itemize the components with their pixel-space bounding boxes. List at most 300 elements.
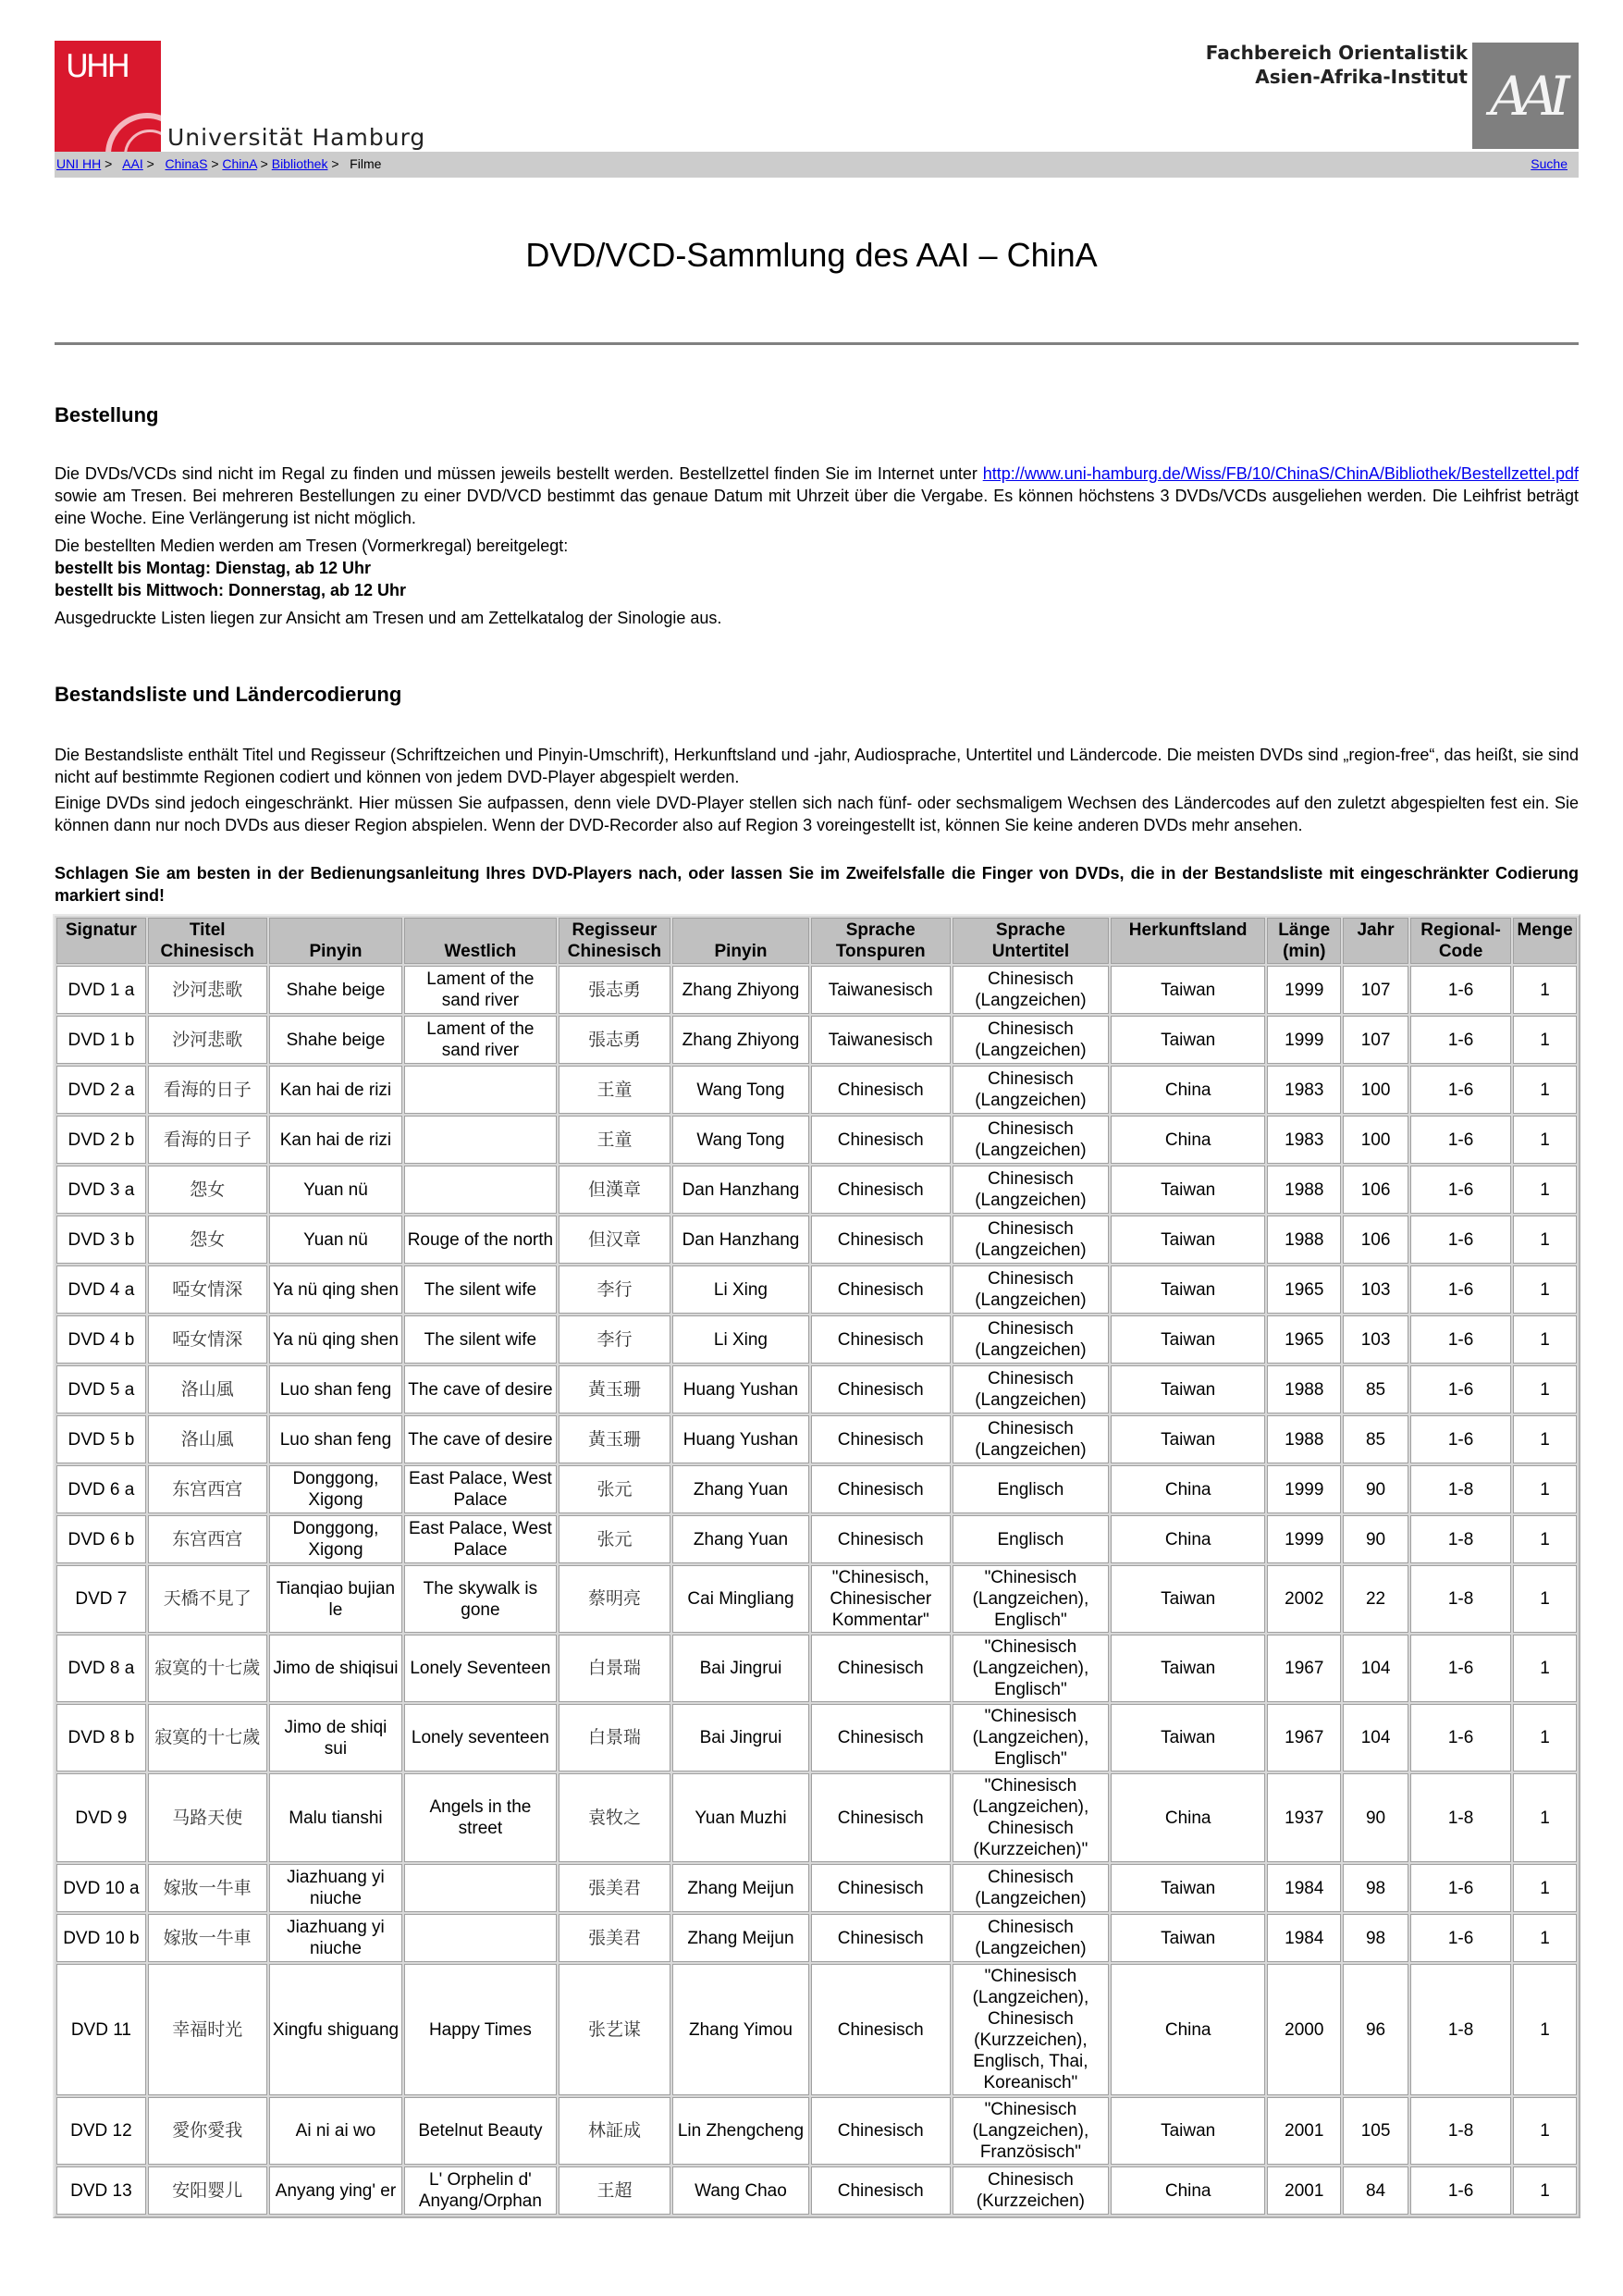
cell-herkunftsland: Taiwan bbox=[1111, 1016, 1266, 1064]
cell-regisseur-pinyin: Zhang Zhiyong bbox=[672, 1016, 808, 1064]
cell-regional-code: 1-6 bbox=[1410, 1415, 1511, 1463]
cell-regisseur-chinesisch: 王超 bbox=[559, 2166, 671, 2215]
cell-menge: 1 bbox=[1513, 1216, 1577, 1264]
cell-titel-pinyin: Shahe beige bbox=[269, 966, 403, 1014]
cell-titel-pinyin: Jiazhuang yi niuche bbox=[269, 1914, 403, 1962]
cell-laenge: 1999 bbox=[1267, 966, 1341, 1014]
cell-titel-westlich bbox=[404, 1116, 556, 1164]
cell-titel-westlich: The silent wife bbox=[404, 1315, 556, 1364]
cell-signatur: DVD 1 a bbox=[56, 966, 146, 1014]
uhh-logo-letters: UHH bbox=[66, 48, 129, 85]
bestandsliste-heading: Bestandsliste und Ländercodierung bbox=[55, 683, 402, 706]
cell-sprache-tonspuren: Chinesisch bbox=[811, 1635, 951, 1702]
cell-sprache-tonspuren: Chinesisch bbox=[811, 1773, 951, 1862]
cell-sprache-untertitel: Englisch bbox=[953, 1465, 1109, 1513]
cell-jahr: 100 bbox=[1343, 1116, 1408, 1164]
cell-laenge: 2001 bbox=[1267, 2097, 1341, 2165]
cell-signatur: DVD 9 bbox=[56, 1773, 146, 1862]
cell-menge: 1 bbox=[1513, 1016, 1577, 1064]
cell-regional-code: 1-6 bbox=[1410, 1016, 1511, 1064]
cell-titel-chinesisch: 嫁妝一牛車 bbox=[148, 1864, 267, 1912]
cell-sprache-tonspuren: Chinesisch bbox=[811, 1315, 951, 1364]
bestellung-text-post: sowie am Tresen. Bei mehreren Bestellungen zu einer DVD/VCD bestimmt das genaue Datum mit Uhrzeit über die Vergabe. Es können höchstens 3 DVDs/VCDs ausgeliehen werden. Die Leihfrist beträgt eine Woche. Eine Verlängerung ist nicht möglich. bbox=[55, 487, 1579, 527]
cell-titel-chinesisch: 东宫西宫 bbox=[148, 1515, 267, 1563]
bestellzettel-link[interactable]: http://www.uni-hamburg.de/Wiss/FB/10/ChinaS/ChinA/Bibliothek/Bestellzettel.pdf bbox=[982, 464, 1579, 483]
table-row bbox=[56, 1515, 1577, 1563]
cell-herkunftsland: Taiwan bbox=[1111, 1265, 1266, 1314]
cell-sprache-untertitel: "Chinesisch (Langzeichen), Französisch" bbox=[953, 2097, 1109, 2165]
cell-menge: 1 bbox=[1513, 1415, 1577, 1463]
cell-titel-pinyin: Kan hai de rizi bbox=[269, 1066, 403, 1114]
navigation-bar bbox=[55, 152, 1579, 178]
cell-titel-chinesisch: 寂寞的十七歲 bbox=[148, 1635, 267, 1702]
cell-menge: 1 bbox=[1513, 1116, 1577, 1164]
cell-sprache-untertitel: Chinesisch (Langzeichen) bbox=[953, 1166, 1109, 1214]
cell-titel-pinyin: Donggong, Xigong bbox=[269, 1515, 403, 1563]
cell-sprache-untertitel: Chinesisch (Langzeichen) bbox=[953, 966, 1109, 1014]
cell-signatur: DVD 12 bbox=[56, 2097, 146, 2165]
cell-sprache-untertitel: "Chinesisch (Langzeichen), Englisch" bbox=[953, 1565, 1109, 1633]
cell-jahr: 84 bbox=[1343, 2166, 1408, 2215]
cell-signatur: DVD 8 a bbox=[56, 1635, 146, 1702]
table-row bbox=[56, 1016, 1577, 1064]
cell-regisseur-pinyin: Bai Jingrui bbox=[672, 1704, 808, 1771]
cell-titel-chinesisch: 安阳婴儿 bbox=[148, 2166, 267, 2215]
cell-signatur: DVD 4 b bbox=[56, 1315, 146, 1364]
cell-regional-code: 1-6 bbox=[1410, 1116, 1511, 1164]
cell-laenge: 1984 bbox=[1267, 1914, 1341, 1962]
cell-jahr: 22 bbox=[1343, 1565, 1408, 1633]
cell-regional-code: 1-6 bbox=[1410, 1066, 1511, 1114]
cell-regisseur-pinyin: Zhang Yimou bbox=[672, 1964, 808, 2095]
col-header-titel-chinesisch: Titel Chinesisch bbox=[148, 918, 267, 964]
hamburg-seal-icon bbox=[105, 113, 161, 152]
cell-titel-pinyin: Tianqiao bujian le bbox=[269, 1565, 403, 1633]
cell-titel-chinesisch: 看海的日子 bbox=[148, 1116, 267, 1164]
cell-menge: 1 bbox=[1513, 1773, 1577, 1862]
printed-lists-info: Ausgedruckte Listen liegen zur Ansicht am Tresen und am Zettelkatalog der Sinologie aus. bbox=[55, 609, 722, 627]
table-row bbox=[56, 1565, 1577, 1633]
cell-titel-westlich: Angels in the street bbox=[404, 1773, 556, 1862]
cell-titel-westlich: The silent wife bbox=[404, 1265, 556, 1314]
cell-sprache-untertitel: "Chinesisch (Langzeichen), Englisch" bbox=[953, 1635, 1109, 1702]
cell-signatur: DVD 3 a bbox=[56, 1166, 146, 1214]
cell-regisseur-pinyin: Zhang Yuan bbox=[672, 1465, 808, 1513]
cell-regisseur-pinyin: Cai Mingliang bbox=[672, 1565, 808, 1633]
search-link[interactable]: Suche bbox=[1531, 156, 1568, 171]
cell-titel-westlich: The skywalk is gone bbox=[404, 1565, 556, 1633]
cell-sprache-untertitel: Chinesisch (Langzeichen) bbox=[953, 1315, 1109, 1364]
cell-menge: 1 bbox=[1513, 1066, 1577, 1114]
cell-titel-chinesisch: 看海的日子 bbox=[148, 1066, 267, 1114]
cell-jahr: 103 bbox=[1343, 1265, 1408, 1314]
cell-regisseur-chinesisch: 但汉章 bbox=[559, 1216, 671, 1264]
cell-titel-westlich: Lonely Seventeen bbox=[404, 1635, 556, 1702]
cell-signatur: DVD 10 b bbox=[56, 1914, 146, 1962]
cell-jahr: 98 bbox=[1343, 1914, 1408, 1962]
cell-jahr: 107 bbox=[1343, 1016, 1408, 1064]
cell-titel-pinyin: Jiazhuang yi niuche bbox=[269, 1864, 403, 1912]
cell-menge: 1 bbox=[1513, 1914, 1577, 1962]
cell-menge: 1 bbox=[1513, 1565, 1577, 1633]
cell-sprache-untertitel: "Chinesisch (Langzeichen), Chinesisch (Kurzzeichen), Englisch, Thai, Koreanisch" bbox=[953, 1964, 1109, 2095]
bestellung-heading: Bestellung bbox=[55, 403, 159, 426]
cell-regisseur-chinesisch: 李行 bbox=[559, 1315, 671, 1364]
cell-titel-westlich: Lament of the sand river bbox=[404, 966, 556, 1014]
cell-menge: 1 bbox=[1513, 1635, 1577, 1702]
cell-laenge: 1983 bbox=[1267, 1066, 1341, 1114]
cell-sprache-tonspuren: Chinesisch bbox=[811, 1704, 951, 1771]
cell-jahr: 98 bbox=[1343, 1864, 1408, 1912]
cell-jahr: 90 bbox=[1343, 1515, 1408, 1563]
col-header-sprache-untertitel: Sprache Untertitel bbox=[953, 918, 1109, 964]
cell-titel-westlich bbox=[404, 1166, 556, 1214]
cell-titel-chinesisch: 洛山風 bbox=[148, 1415, 267, 1463]
cell-signatur: DVD 13 bbox=[56, 2166, 146, 2215]
cell-titel-pinyin: Ya nü qing shen bbox=[269, 1315, 403, 1364]
cell-sprache-tonspuren: Chinesisch bbox=[811, 1216, 951, 1264]
cell-herkunftsland: China bbox=[1111, 1066, 1266, 1114]
table-row bbox=[56, 1166, 1577, 1214]
cell-regisseur-pinyin: Huang Yushan bbox=[672, 1365, 808, 1413]
cell-laenge: 1988 bbox=[1267, 1216, 1341, 1264]
cell-signatur: DVD 7 bbox=[56, 1565, 146, 1633]
cell-titel-pinyin: Yuan nü bbox=[269, 1216, 403, 1264]
cell-sprache-tonspuren: Chinesisch bbox=[811, 1365, 951, 1413]
table-row bbox=[56, 1914, 1577, 1962]
table-row bbox=[56, 1415, 1577, 1463]
cell-laenge: 1999 bbox=[1267, 1465, 1341, 1513]
cell-regisseur-chinesisch: 張美君 bbox=[559, 1864, 671, 1912]
cell-titel-westlich bbox=[404, 1066, 556, 1114]
cell-titel-chinesisch: 沙河悲歌 bbox=[148, 1016, 267, 1064]
cell-herkunftsland: China bbox=[1111, 1964, 1266, 2095]
col-header-regional-code: Regional- Code bbox=[1410, 918, 1511, 964]
cell-regisseur-chinesisch: 张元 bbox=[559, 1465, 671, 1513]
col-header-sprache-tonspuren: Sprache Tonspuren bbox=[811, 918, 951, 964]
cell-regional-code: 1-8 bbox=[1410, 1565, 1511, 1633]
cell-sprache-tonspuren: Chinesisch bbox=[811, 1864, 951, 1912]
cell-signatur: DVD 3 b bbox=[56, 1216, 146, 1264]
cell-regional-code: 1-6 bbox=[1410, 1704, 1511, 1771]
cell-regional-code: 1-6 bbox=[1410, 1265, 1511, 1314]
cell-titel-westlich bbox=[404, 1914, 556, 1962]
cell-titel-westlich: Happy Times bbox=[404, 1964, 556, 2095]
col-header-herkunftsland: Herkunftsland bbox=[1111, 918, 1266, 964]
cell-herkunftsland: Taiwan bbox=[1111, 1166, 1266, 1214]
cell-titel-westlich: East Palace, West Palace bbox=[404, 1465, 556, 1513]
cell-sprache-tonspuren: Chinesisch bbox=[811, 1066, 951, 1114]
cell-regisseur-pinyin: Dan Hanzhang bbox=[672, 1216, 808, 1264]
cell-titel-chinesisch: 啞女情深 bbox=[148, 1315, 267, 1364]
cell-regisseur-pinyin: Huang Yushan bbox=[672, 1415, 808, 1463]
cell-regional-code: 1-6 bbox=[1410, 1864, 1511, 1912]
cell-herkunftsland: Taiwan bbox=[1111, 966, 1266, 1014]
cell-regisseur-chinesisch: 王童 bbox=[559, 1116, 671, 1164]
cell-sprache-tonspuren: Chinesisch bbox=[811, 1465, 951, 1513]
department-line-1: Fachbereich Orientalistik bbox=[1205, 42, 1468, 64]
cell-regisseur-chinesisch: 張美君 bbox=[559, 1914, 671, 1962]
cell-sprache-untertitel: Chinesisch (Langzeichen) bbox=[953, 1365, 1109, 1413]
cell-herkunftsland: Taiwan bbox=[1111, 1415, 1266, 1463]
cell-titel-westlich: The cave of desire bbox=[404, 1365, 556, 1413]
breadcrumb-china[interactable]: ChinA bbox=[222, 156, 257, 171]
cell-sprache-tonspuren: Chinesisch bbox=[811, 1116, 951, 1164]
breadcrumb bbox=[56, 156, 381, 171]
cell-signatur: DVD 8 b bbox=[56, 1704, 146, 1771]
cell-regional-code: 1-8 bbox=[1410, 1465, 1511, 1513]
cell-herkunftsland: Taiwan bbox=[1111, 1565, 1266, 1633]
cell-laenge: 1988 bbox=[1267, 1166, 1341, 1214]
cell-regisseur-chinesisch: 但漢章 bbox=[559, 1166, 671, 1214]
cell-titel-pinyin: Jimo de shiqi sui bbox=[269, 1704, 403, 1771]
bestellung-paragraph bbox=[55, 463, 1579, 529]
cell-herkunftsland: Taiwan bbox=[1111, 2097, 1266, 2165]
cell-sprache-untertitel: Chinesisch (Langzeichen) bbox=[953, 1265, 1109, 1314]
cell-titel-westlich: Lament of the sand river bbox=[404, 1016, 556, 1064]
table-row bbox=[56, 2097, 1577, 2165]
breadcrumb-separator: > bbox=[207, 156, 223, 171]
cell-signatur: DVD 4 a bbox=[56, 1265, 146, 1314]
cell-titel-pinyin: Ya nü qing shen bbox=[269, 1265, 403, 1314]
region-code-warning-text: Einige DVDs sind jedoch eingeschränkt. Hier müssen Sie aufpassen, denn viele DVD-Player stellen sich nach fünf- oder sechsmaligem Wechsen des Ländercodes auf den zuletzt abgespielten fest ein. Sie können dann nur noch DVDs aus dieser Region abspielen. Wenn der DVD-Recorder also auf Region 3 voreingestellt ist, können Sie keine anderen DVDs mehr ansehen. bbox=[55, 794, 1579, 834]
cell-signatur: DVD 2 b bbox=[56, 1116, 146, 1164]
cell-laenge: 1988 bbox=[1267, 1415, 1341, 1463]
cell-sprache-untertitel: Chinesisch (Langzeichen) bbox=[953, 1914, 1109, 1962]
cell-jahr: 85 bbox=[1343, 1365, 1408, 1413]
breadcrumb-chinas[interactable]: ChinaS bbox=[165, 156, 208, 171]
cell-titel-chinesisch: 洛山風 bbox=[148, 1365, 267, 1413]
table-row bbox=[56, 1773, 1577, 1862]
cell-regional-code: 1-6 bbox=[1410, 1365, 1511, 1413]
cell-regional-code: 1-8 bbox=[1410, 2097, 1511, 2165]
cell-signatur: DVD 2 a bbox=[56, 1066, 146, 1114]
table-body bbox=[56, 966, 1577, 2215]
cell-titel-westlich bbox=[404, 1864, 556, 1912]
cell-laenge: 2000 bbox=[1267, 1964, 1341, 2095]
pickup-rule-monday: bestellt bis Montag: Dienstag, ab 12 Uhr bbox=[55, 559, 372, 577]
aai-logo[interactable]: AAI bbox=[1472, 43, 1579, 149]
cell-titel-chinesisch: 寂寞的十七歲 bbox=[148, 1704, 267, 1771]
cell-regisseur-pinyin: Li Xing bbox=[672, 1265, 808, 1314]
cell-jahr: 90 bbox=[1343, 1773, 1408, 1862]
breadcrumb-uni-hh[interactable]: UNI HH bbox=[56, 156, 102, 171]
table-row bbox=[56, 1635, 1577, 1702]
cell-signatur: DVD 10 a bbox=[56, 1864, 146, 1912]
cell-signatur: DVD 6 b bbox=[56, 1515, 146, 1563]
breadcrumb-bibliothek[interactable]: Bibliothek bbox=[271, 156, 328, 171]
bestellung-text-pre: Die DVDs/VCDs sind nicht im Regal zu finden und müssen jeweils bestellt werden. Bestellzettel finden Sie im Internet unter bbox=[55, 464, 983, 483]
region-code-advice: Schlagen Sie am besten in der Bedienungsanleitung Ihres DVD-Players nach, oder lassen Sie im Zweifelsfalle die Finger von DVDs, die in der Bestandsliste mit eingeschränkter Codierung markiert sind! bbox=[55, 864, 1579, 905]
cell-titel-pinyin: Xingfu shiguang bbox=[269, 1964, 403, 2095]
cell-titel-pinyin: Shahe beige bbox=[269, 1016, 403, 1064]
cell-jahr: 106 bbox=[1343, 1216, 1408, 1264]
cell-menge: 1 bbox=[1513, 1365, 1577, 1413]
cell-sprache-tonspuren: Taiwanesisch bbox=[811, 966, 951, 1014]
cell-sprache-tonspuren: Chinesisch bbox=[811, 1166, 951, 1214]
cell-signatur: DVD 5 a bbox=[56, 1365, 146, 1413]
cell-titel-pinyin: Kan hai de rizi bbox=[269, 1116, 403, 1164]
cell-regisseur-pinyin: Bai Jingrui bbox=[672, 1635, 808, 1702]
col-header-titel-westlich: Westlich bbox=[404, 918, 556, 964]
cell-menge: 1 bbox=[1513, 1515, 1577, 1563]
cell-menge: 1 bbox=[1513, 1265, 1577, 1314]
cell-regisseur-chinesisch: 林証成 bbox=[559, 2097, 671, 2165]
cell-sprache-untertitel: Chinesisch (Langzeichen) bbox=[953, 1415, 1109, 1463]
col-header-regisseur-pinyin: Pinyin bbox=[672, 918, 808, 964]
cell-regisseur-pinyin: Lin Zhengcheng bbox=[672, 2097, 808, 2165]
cell-sprache-tonspuren: Chinesisch bbox=[811, 1515, 951, 1563]
cell-sprache-tonspuren: "Chinesisch, Chinesischer Kommentar" bbox=[811, 1565, 951, 1633]
cell-titel-chinesisch: 愛你愛我 bbox=[148, 2097, 267, 2165]
table-row bbox=[56, 1315, 1577, 1364]
cell-regisseur-chinesisch: 王童 bbox=[559, 1066, 671, 1114]
breadcrumb-separator: > bbox=[327, 156, 350, 171]
cell-sprache-tonspuren: Taiwanesisch bbox=[811, 1016, 951, 1064]
cell-laenge: 1937 bbox=[1267, 1773, 1341, 1862]
cell-regisseur-chinesisch: 白景瑞 bbox=[559, 1704, 671, 1771]
cell-titel-chinesisch: 啞女情深 bbox=[148, 1265, 267, 1314]
cell-sprache-untertitel: "Chinesisch (Langzeichen), Englisch" bbox=[953, 1704, 1109, 1771]
breadcrumb-separator: > bbox=[256, 156, 272, 171]
table-row bbox=[56, 1704, 1577, 1771]
cell-herkunftsland: China bbox=[1111, 1773, 1266, 1862]
cell-regional-code: 1-8 bbox=[1410, 1773, 1511, 1862]
cell-titel-chinesisch: 马路天使 bbox=[148, 1773, 267, 1862]
cell-sprache-untertitel: Chinesisch (Kurzzeichen) bbox=[953, 2166, 1109, 2215]
department-line-2: Asien-Afrika-Institut bbox=[1255, 66, 1468, 88]
cell-regisseur-chinesisch: 張志勇 bbox=[559, 1016, 671, 1064]
cell-menge: 1 bbox=[1513, 2166, 1577, 2215]
col-header-regisseur-chinesisch: Regisseur Chinesisch bbox=[559, 918, 671, 964]
cell-regisseur-pinyin: Wang Tong bbox=[672, 1066, 808, 1114]
breadcrumb-current-filme: Filme bbox=[350, 156, 382, 171]
cell-menge: 1 bbox=[1513, 966, 1577, 1014]
cell-sprache-tonspuren: Chinesisch bbox=[811, 1415, 951, 1463]
cell-jahr: 103 bbox=[1343, 1315, 1408, 1364]
site-header bbox=[55, 41, 1579, 152]
cell-laenge: 1967 bbox=[1267, 1635, 1341, 1702]
cell-herkunftsland: Taiwan bbox=[1111, 1914, 1266, 1962]
cell-herkunftsland: China bbox=[1111, 1465, 1266, 1513]
table-row bbox=[56, 1066, 1577, 1114]
cell-regisseur-chinesisch: 李行 bbox=[559, 1265, 671, 1314]
cell-laenge: 2001 bbox=[1267, 2166, 1341, 2215]
table-row bbox=[56, 966, 1577, 1014]
page-title: DVD/VCD-Sammlung des AAI – ChinA bbox=[525, 236, 1098, 274]
cell-menge: 1 bbox=[1513, 1864, 1577, 1912]
university-logo[interactable] bbox=[55, 41, 161, 152]
cell-regional-code: 1-8 bbox=[1410, 1964, 1511, 2095]
cell-titel-pinyin: Yuan nü bbox=[269, 1166, 403, 1214]
cell-herkunftsland: Taiwan bbox=[1111, 1315, 1266, 1364]
university-name: Universität Hamburg bbox=[167, 124, 426, 151]
table-row bbox=[56, 2166, 1577, 2215]
cell-titel-pinyin: Jimo de shiqisui bbox=[269, 1635, 403, 1702]
cell-regional-code: 1-6 bbox=[1410, 2166, 1511, 2215]
cell-jahr: 85 bbox=[1343, 1415, 1408, 1463]
cell-signatur: DVD 11 bbox=[56, 1964, 146, 2095]
cell-regisseur-chinesisch: 白景瑞 bbox=[559, 1635, 671, 1702]
cell-laenge: 2002 bbox=[1267, 1565, 1341, 1633]
pickup-rule-wednesday: bestellt bis Mittwoch: Donnerstag, ab 12 Uhr bbox=[55, 581, 407, 599]
cell-regisseur-pinyin: Yuan Muzhi bbox=[672, 1773, 808, 1862]
cell-herkunftsland: China bbox=[1111, 2166, 1266, 2215]
cell-titel-pinyin: Ai ni ai wo bbox=[269, 2097, 403, 2165]
cell-herkunftsland: Taiwan bbox=[1111, 1864, 1266, 1912]
table-row bbox=[56, 1216, 1577, 1264]
cell-sprache-untertitel: Englisch bbox=[953, 1515, 1109, 1563]
cell-titel-chinesisch: 幸福时光 bbox=[148, 1964, 267, 2095]
cell-sprache-tonspuren: Chinesisch bbox=[811, 1914, 951, 1962]
cell-regional-code: 1-6 bbox=[1410, 1315, 1511, 1364]
cell-titel-westlich: Rouge of the north bbox=[404, 1216, 556, 1264]
breadcrumb-aai[interactable]: AAI bbox=[122, 156, 143, 171]
bestandsliste-description: Die Bestandsliste enthält Titel und Regisseur (Schriftzeichen und Pinyin-Umschrift), Herkunftsland und -jahr, Audiosprache, Untertitel und Ländercode. Die meisten DVDs sind „region-free“, das heißt, sie sind nicht auf bestimmte Regionen codiert und können von jedem DVD-Player abgespielt werden. bbox=[55, 746, 1579, 786]
cell-titel-chinesisch: 怨女 bbox=[148, 1166, 267, 1214]
cell-herkunftsland: China bbox=[1111, 1116, 1266, 1164]
cell-jahr: 96 bbox=[1343, 1964, 1408, 2095]
cell-titel-chinesisch: 沙河悲歌 bbox=[148, 966, 267, 1014]
cell-herkunftsland: Taiwan bbox=[1111, 1216, 1266, 1264]
col-header-jahr: Jahr bbox=[1343, 918, 1408, 964]
cell-titel-chinesisch: 嫁妝一牛車 bbox=[148, 1914, 267, 1962]
cell-laenge: 1967 bbox=[1267, 1704, 1341, 1771]
cell-regional-code: 1-6 bbox=[1410, 1166, 1511, 1214]
cell-titel-pinyin: Donggong, Xigong bbox=[269, 1465, 403, 1513]
col-header-menge: Menge bbox=[1513, 918, 1577, 964]
cell-titel-westlich: L' Orphelin d' Anyang/Orphan bbox=[404, 2166, 556, 2215]
cell-titel-pinyin: Luo shan feng bbox=[269, 1415, 403, 1463]
cell-laenge: 1999 bbox=[1267, 1016, 1341, 1064]
cell-sprache-untertitel: Chinesisch (Langzeichen) bbox=[953, 1116, 1109, 1164]
col-header-signatur: Signatur bbox=[56, 918, 146, 964]
cell-titel-chinesisch: 怨女 bbox=[148, 1216, 267, 1264]
cell-signatur: DVD 1 b bbox=[56, 1016, 146, 1064]
cell-jahr: 104 bbox=[1343, 1704, 1408, 1771]
cell-regisseur-chinesisch: 黃玉珊 bbox=[559, 1365, 671, 1413]
cell-sprache-untertitel: Chinesisch (Langzeichen) bbox=[953, 1016, 1109, 1064]
cell-menge: 1 bbox=[1513, 1704, 1577, 1771]
cell-regisseur-pinyin: Li Xing bbox=[672, 1315, 808, 1364]
cell-regional-code: 1-6 bbox=[1410, 1914, 1511, 1962]
cell-titel-pinyin: Malu tianshi bbox=[269, 1773, 403, 1862]
cell-regisseur-chinesisch: 黃玉珊 bbox=[559, 1415, 671, 1463]
cell-herkunftsland: Taiwan bbox=[1111, 1365, 1266, 1413]
cell-regisseur-chinesisch: 袁牧之 bbox=[559, 1773, 671, 1862]
breadcrumb-separator: > bbox=[142, 156, 166, 171]
cell-regisseur-chinesisch: 张艺谋 bbox=[559, 1964, 671, 2095]
cell-herkunftsland: Taiwan bbox=[1111, 1704, 1266, 1771]
cell-menge: 1 bbox=[1513, 2097, 1577, 2165]
cell-titel-westlich: Lonely seventeen bbox=[404, 1704, 556, 1771]
cell-titel-chinesisch: 天橋不見了 bbox=[148, 1565, 267, 1633]
cell-sprache-tonspuren: Chinesisch bbox=[811, 2097, 951, 2165]
cell-sprache-tonspuren: Chinesisch bbox=[811, 1265, 951, 1314]
cell-signatur: DVD 6 a bbox=[56, 1465, 146, 1513]
cell-sprache-tonspuren: Chinesisch bbox=[811, 2166, 951, 2215]
cell-titel-pinyin: Luo shan feng bbox=[269, 1365, 403, 1413]
table-row bbox=[56, 1365, 1577, 1413]
cell-titel-westlich: The cave of desire bbox=[404, 1415, 556, 1463]
cell-jahr: 106 bbox=[1343, 1166, 1408, 1214]
table-row bbox=[56, 1864, 1577, 1912]
cell-herkunftsland: Taiwan bbox=[1111, 1635, 1266, 1702]
cell-sprache-untertitel: Chinesisch (Langzeichen) bbox=[953, 1864, 1109, 1912]
breadcrumb-separator: > bbox=[101, 156, 123, 171]
cell-regisseur-pinyin: Wang Chao bbox=[672, 2166, 808, 2215]
cell-sprache-untertitel: Chinesisch (Langzeichen) bbox=[953, 1066, 1109, 1114]
